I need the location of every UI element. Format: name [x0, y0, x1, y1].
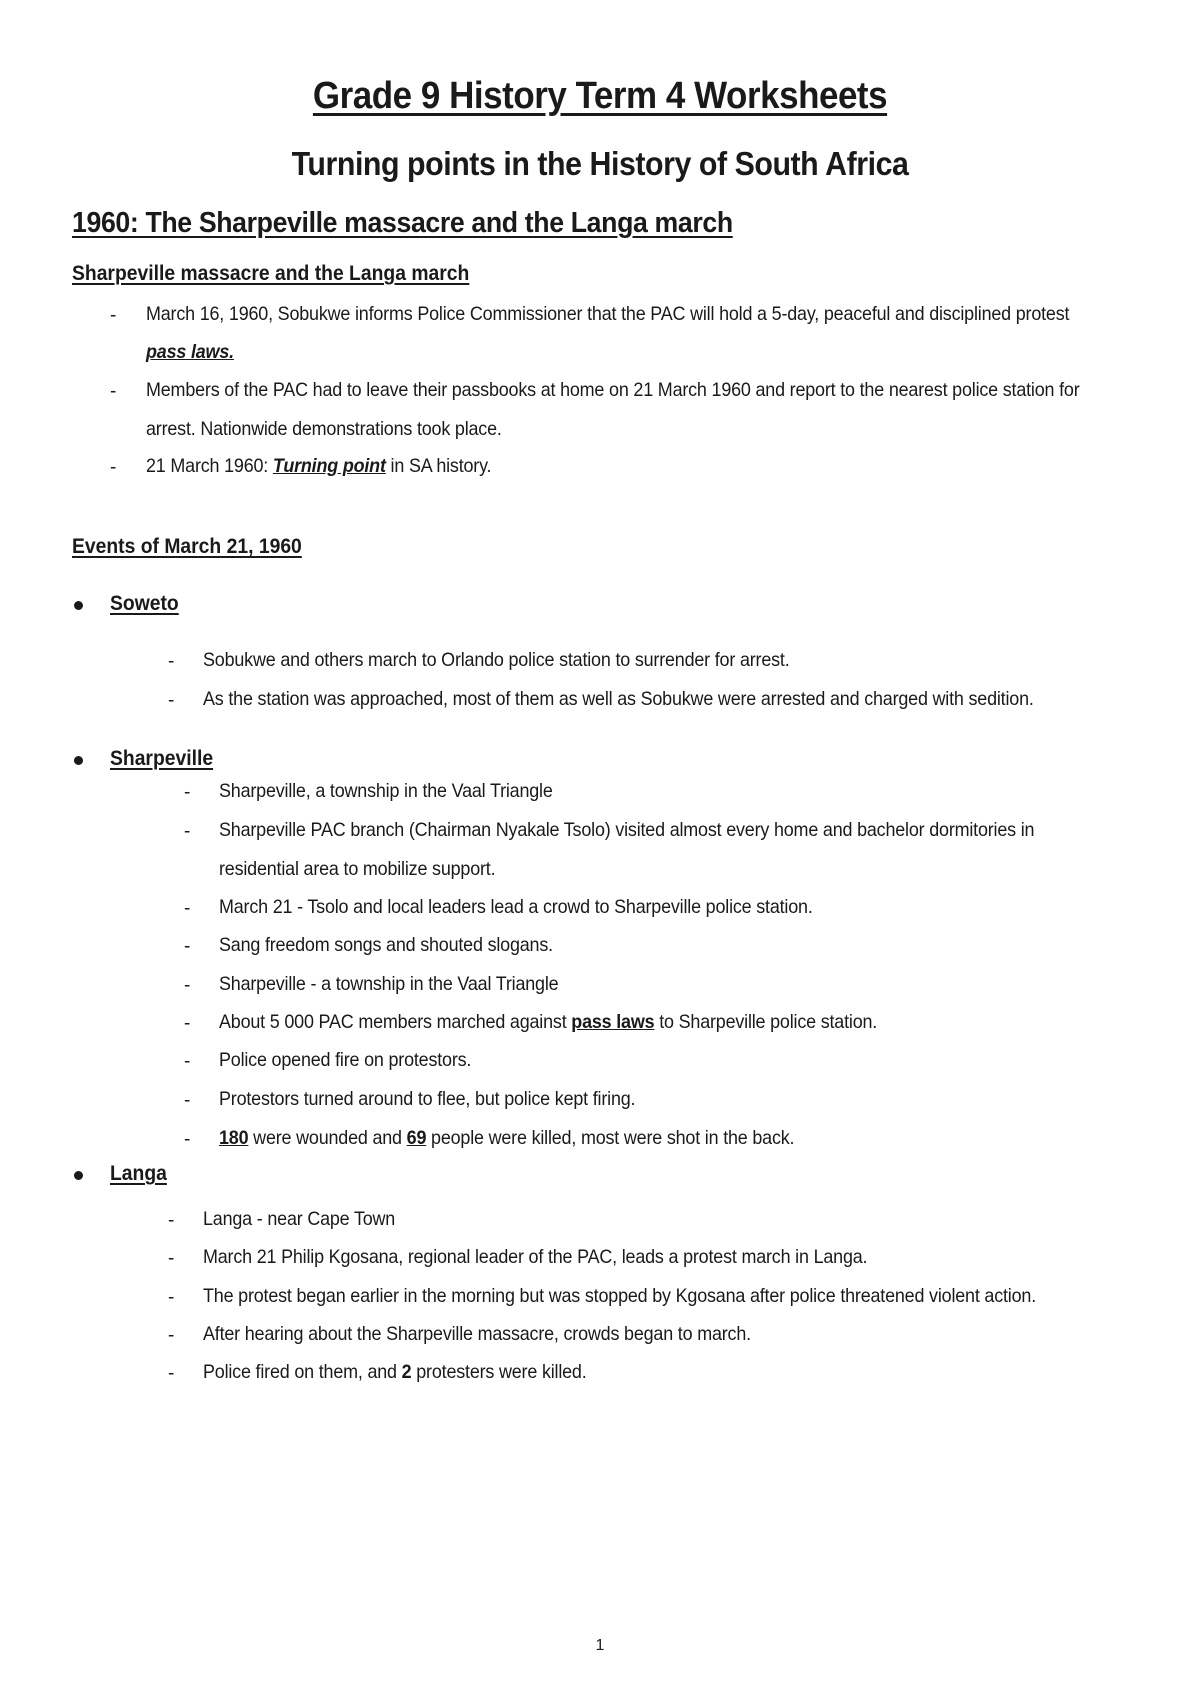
- sharpeville-heading: Sharpeville: [110, 747, 214, 770]
- langa-last-post: protesters were killed.: [411, 1361, 587, 1383]
- langa-item-5: [203, 1361, 587, 1384]
- list-dash: -: [168, 1363, 175, 1384]
- page-subtitle: Turning points in the History of South Africa: [291, 145, 909, 182]
- wounded-mid: were wounded and: [248, 1127, 407, 1149]
- pass-laws-emphasis: pass laws: [571, 1011, 655, 1033]
- sharpeville-item-3: March 21 - Tsolo and local leaders lead a crowd to Sharpeville police station.: [219, 896, 813, 918]
- soweto-item-2: As the station was approached, most of them as well as Sobukwe were arrested and charged with sedition.: [203, 688, 1034, 710]
- wounded-count: 180: [219, 1127, 249, 1149]
- members-post: to Sharpeville police station.: [654, 1011, 878, 1033]
- turning-point-emphasis: Turning point: [272, 455, 386, 477]
- sharpeville-item-2-line-1: Sharpeville PAC branch (Chairman Nyakale Tsolo) visited almost every home and bachelor dormitories in: [219, 819, 1035, 841]
- sharpeville-members: [219, 1011, 877, 1034]
- sharpeville-casualties: [219, 1127, 794, 1150]
- sharpeville-item-5: Sharpeville - a township in the Vaal Triangle: [219, 973, 559, 995]
- sharpeville-flee: Protestors turned around to flee, but police kept firing.: [219, 1088, 636, 1110]
- bullet-icon: [74, 1171, 83, 1180]
- list-dash: -: [184, 898, 191, 919]
- list-dash: -: [168, 1325, 175, 1346]
- list-dash: -: [168, 1210, 175, 1231]
- events-heading: Events of March 21, 1960: [72, 535, 302, 558]
- list-dash: -: [184, 1129, 191, 1150]
- sharpeville-fire: Police opened fire on protestors.: [219, 1049, 472, 1071]
- list-dash: -: [110, 305, 117, 326]
- intro-item-1-line-1: March 16, 1960, Sobukwe informs Police Commissioner that the PAC will hold a 5-day, peaceful and disciplined protest: [146, 303, 1070, 325]
- list-dash: -: [184, 936, 191, 957]
- section-heading: 1960: The Sharpeville massacre and the Langa march: [72, 207, 733, 239]
- list-dash: -: [184, 975, 191, 996]
- sharpeville-item-1: Sharpeville, a township in the Vaal Triangle: [219, 780, 553, 802]
- langa-item-1: Langa - near Cape Town: [203, 1208, 396, 1230]
- killed-post: people were killed, most were shot in the back.: [426, 1127, 795, 1149]
- list-dash: -: [110, 457, 117, 478]
- killed-count: 69: [406, 1127, 427, 1149]
- list-dash: -: [110, 381, 117, 402]
- members-pre: About 5 000 PAC members marched against: [219, 1011, 572, 1033]
- page-title: Grade 9 History Term 4 Worksheets: [312, 75, 888, 117]
- sharpeville-item-4: Sang freedom songs and shouted slogans.: [219, 934, 553, 956]
- langa-heading: Langa: [110, 1162, 167, 1185]
- list-dash: -: [168, 651, 175, 672]
- list-dash: -: [168, 690, 175, 711]
- list-dash: -: [168, 1287, 175, 1308]
- langa-item-2: March 21 Philip Kgosana, regional leader of the PAC, leads a protest march in Langa.: [203, 1246, 868, 1268]
- soweto-heading: Soweto: [110, 592, 179, 615]
- intro-item-1-line-2: pass laws.: [146, 341, 234, 363]
- bullet-icon: [74, 601, 83, 610]
- intro-item-3-post: in SA history.: [385, 455, 492, 477]
- list-dash: -: [168, 1248, 175, 1269]
- langa-item-4: After hearing about the Sharpeville massacre, crowds began to march.: [203, 1323, 751, 1345]
- intro-item-3-pre: 21 March 1960:: [146, 455, 273, 477]
- langa-item-3: The protest began earlier in the morning but was stopped by Kgosana after police threatened violent action.: [203, 1285, 1037, 1307]
- list-dash: -: [184, 1051, 191, 1072]
- soweto-item-1: Sobukwe and others march to Orlando police station to surrender for arrest.: [203, 649, 790, 671]
- page-number: 1: [595, 1637, 605, 1654]
- list-dash: -: [184, 782, 191, 803]
- sharpeville-item-2-line-2: residential area to mobilize support.: [219, 858, 496, 880]
- protesters-killed-count: 2: [401, 1361, 412, 1383]
- intro-item-3: [146, 455, 491, 478]
- langa-last-pre: Police fired on them, and: [203, 1361, 402, 1383]
- list-dash: -: [184, 1013, 191, 1034]
- list-dash: -: [184, 821, 191, 842]
- list-dash: -: [184, 1090, 191, 1111]
- intro-heading: Sharpeville massacre and the Langa march: [72, 262, 470, 285]
- bullet-icon: [74, 756, 83, 765]
- intro-item-2-line-2: arrest. Nationwide demonstrations took place.: [146, 418, 502, 440]
- intro-item-2-line-1: Members of the PAC had to leave their passbooks at home on 21 March 1960 and report to the nearest police station for: [146, 379, 1080, 401]
